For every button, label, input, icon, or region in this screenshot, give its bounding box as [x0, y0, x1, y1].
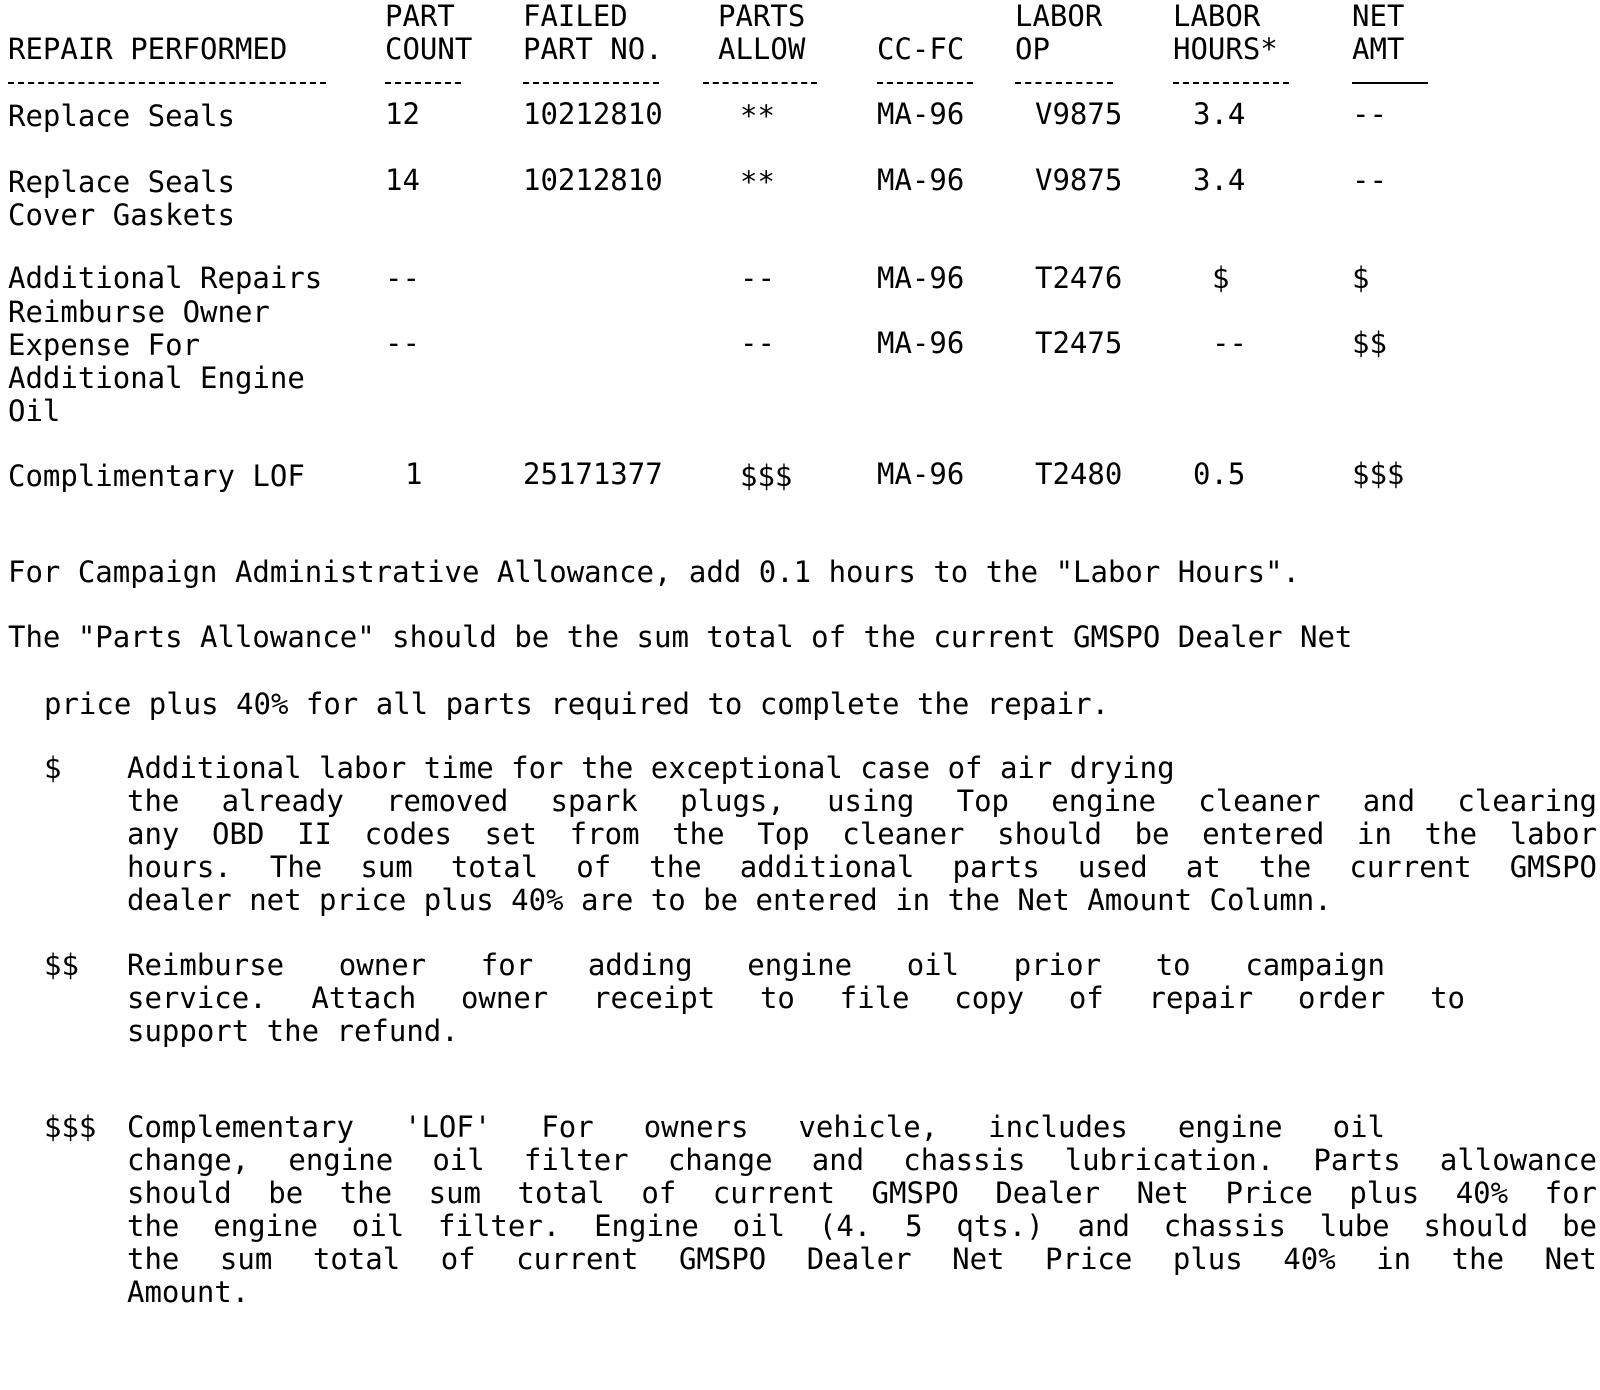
cell-repair-performed: Expense For: [8, 328, 201, 362]
cell-labor-hours: --: [1212, 326, 1247, 360]
parts-allowance-note: The "Parts Allowance" should be the sum total of the current GMSPO Dealer Net: [8, 620, 1353, 654]
cell-failed-part-no: 25171377: [523, 457, 663, 491]
cell-labor-op: T2475: [1035, 326, 1123, 360]
cell-parts-allow: **: [740, 165, 775, 199]
header-repair-performed: REPAIR PERFORMED: [8, 32, 288, 66]
footnote-symbol: $$: [44, 948, 79, 982]
cell-part-count: 1: [405, 457, 423, 491]
cell-parts-allow: **: [740, 99, 775, 133]
cell-cc-fc: MA-96: [877, 457, 965, 491]
header-labor-op-line2: OP: [1015, 32, 1050, 66]
parts-allowance-note-continued: price plus 40% for all parts required to complete the repair.: [44, 687, 1110, 721]
header-underline: [1352, 82, 1428, 84]
footnote-line: the already removed spark plugs, using Top engine cleaner and clearing: [127, 784, 1597, 818]
cell-labor-op: T2476: [1035, 261, 1123, 295]
footnote-line: Amount.: [127, 1275, 250, 1309]
footnote-line: Complementary 'LOF' For owners vehicle, includes engine oil: [127, 1110, 1385, 1144]
cell-net-amt: $$$: [1352, 457, 1405, 491]
header-part-count-line1: PART: [385, 0, 455, 33]
cell-part-count: --: [385, 261, 420, 295]
admin-allowance-note: For Campaign Administrative Allowance, add 0.1 hours to the "Labor Hours".: [8, 555, 1301, 589]
cell-labor-hours: 3.4: [1193, 163, 1246, 197]
cell-parts-allow: --: [740, 261, 775, 295]
footnote-line: should be the sum total of current GMSPO Dealer Net Price plus 40% for: [127, 1176, 1597, 1210]
cell-net-amt: $$: [1352, 326, 1387, 360]
cell-part-count: 14: [385, 163, 420, 197]
cell-repair-performed: Replace Seals: [8, 99, 235, 133]
header-underline: [1015, 82, 1113, 84]
cell-part-count: 12: [385, 97, 420, 131]
footnote-line: Additional labor time for the exceptional case of air drying: [127, 751, 1175, 785]
footnote-symbol: $$$: [44, 1110, 97, 1144]
cell-labor-hours: $: [1212, 261, 1230, 295]
cell-repair-performed: Reimburse Owner: [8, 295, 270, 329]
cell-cc-fc: MA-96: [877, 163, 965, 197]
cell-repair-performed: Complimentary LOF: [8, 459, 305, 493]
cell-repair-performed: Oil: [8, 394, 61, 428]
footnote-line: the sum total of current GMSPO Dealer Net Price plus 40% in the Net: [127, 1242, 1597, 1276]
footnote-line: any OBD II codes set from the Top cleaner should be entered in the labor: [127, 817, 1597, 851]
footnote-line: change, engine oil filter change and chassis lubrication. Parts allowance: [127, 1143, 1597, 1177]
header-parts-allow-line1: PARTS: [718, 0, 806, 33]
footnote-line: hours. The sum total of the additional parts used at the current GMSPO: [127, 850, 1597, 884]
footnote-text: [127, 949, 1597, 1048]
cell-cc-fc: MA-96: [877, 261, 965, 295]
footnote-line: dealer net price plus 40% are to be entered in the Net Amount Column.: [127, 883, 1332, 917]
header-labor-op-line1: LABOR: [1015, 0, 1103, 33]
footnote-line: support the refund.: [127, 1014, 459, 1048]
cell-labor-op: V9875: [1035, 97, 1123, 131]
header-underline: [703, 82, 817, 84]
header-underline: [523, 82, 659, 84]
header-net-amt-line1: NET: [1352, 0, 1405, 33]
header-net-amt-line2: AMT: [1352, 32, 1405, 66]
header-parts-allow-line2: ALLOW: [718, 32, 806, 66]
cell-repair-performed: Replace Seals: [8, 165, 235, 199]
header-labor-hours-line2: HOURS*: [1173, 32, 1278, 66]
footnote-line: Reimburse owner for adding engine oil prior to campaign: [127, 948, 1385, 982]
footnote-line: service. Attach owner receipt to file copy of repair order to: [127, 981, 1465, 1015]
header-cc-fc: CC-FC: [877, 32, 965, 66]
cell-parts-allow: --: [740, 326, 775, 360]
header-failed-part-no-line2: PART NO.: [523, 32, 663, 66]
cell-labor-hours: 0.5: [1193, 457, 1246, 491]
cell-net-amt: --: [1352, 97, 1387, 131]
header-underline: [8, 82, 326, 84]
cell-net-amt: --: [1352, 163, 1387, 197]
cell-failed-part-no: 10212810: [523, 97, 663, 131]
header-labor-hours-line1: LABOR: [1173, 0, 1261, 33]
cell-labor-op: T2480: [1035, 457, 1123, 491]
cell-labor-op: V9875: [1035, 163, 1123, 197]
footnote-text: [127, 1111, 1597, 1309]
cell-cc-fc: MA-96: [877, 326, 965, 360]
cell-part-count: --: [385, 326, 420, 360]
cell-cc-fc: MA-96: [877, 97, 965, 131]
cell-parts-allow: $$$: [740, 459, 793, 493]
header-underline: [1173, 82, 1289, 84]
cell-labor-hours: 3.4: [1193, 97, 1246, 131]
cell-failed-part-no: 10212810: [523, 163, 663, 197]
header-underline: [877, 82, 973, 84]
header-part-count-line2: COUNT: [385, 32, 473, 66]
header-underline: [385, 82, 461, 84]
footnote-symbol: $: [44, 751, 62, 785]
cell-repair-performed: Additional Repairs: [8, 261, 323, 295]
header-failed-part-no-line1: FAILED: [523, 0, 628, 33]
footnote-text: [127, 752, 1597, 917]
cell-repair-performed: Cover Gaskets: [8, 198, 235, 232]
footnote-line: the engine oil filter. Engine oil (4. 5 qts.) and chassis lube should be: [127, 1209, 1597, 1243]
cell-net-amt: $: [1352, 261, 1370, 295]
cell-repair-performed: Additional Engine: [8, 361, 305, 395]
